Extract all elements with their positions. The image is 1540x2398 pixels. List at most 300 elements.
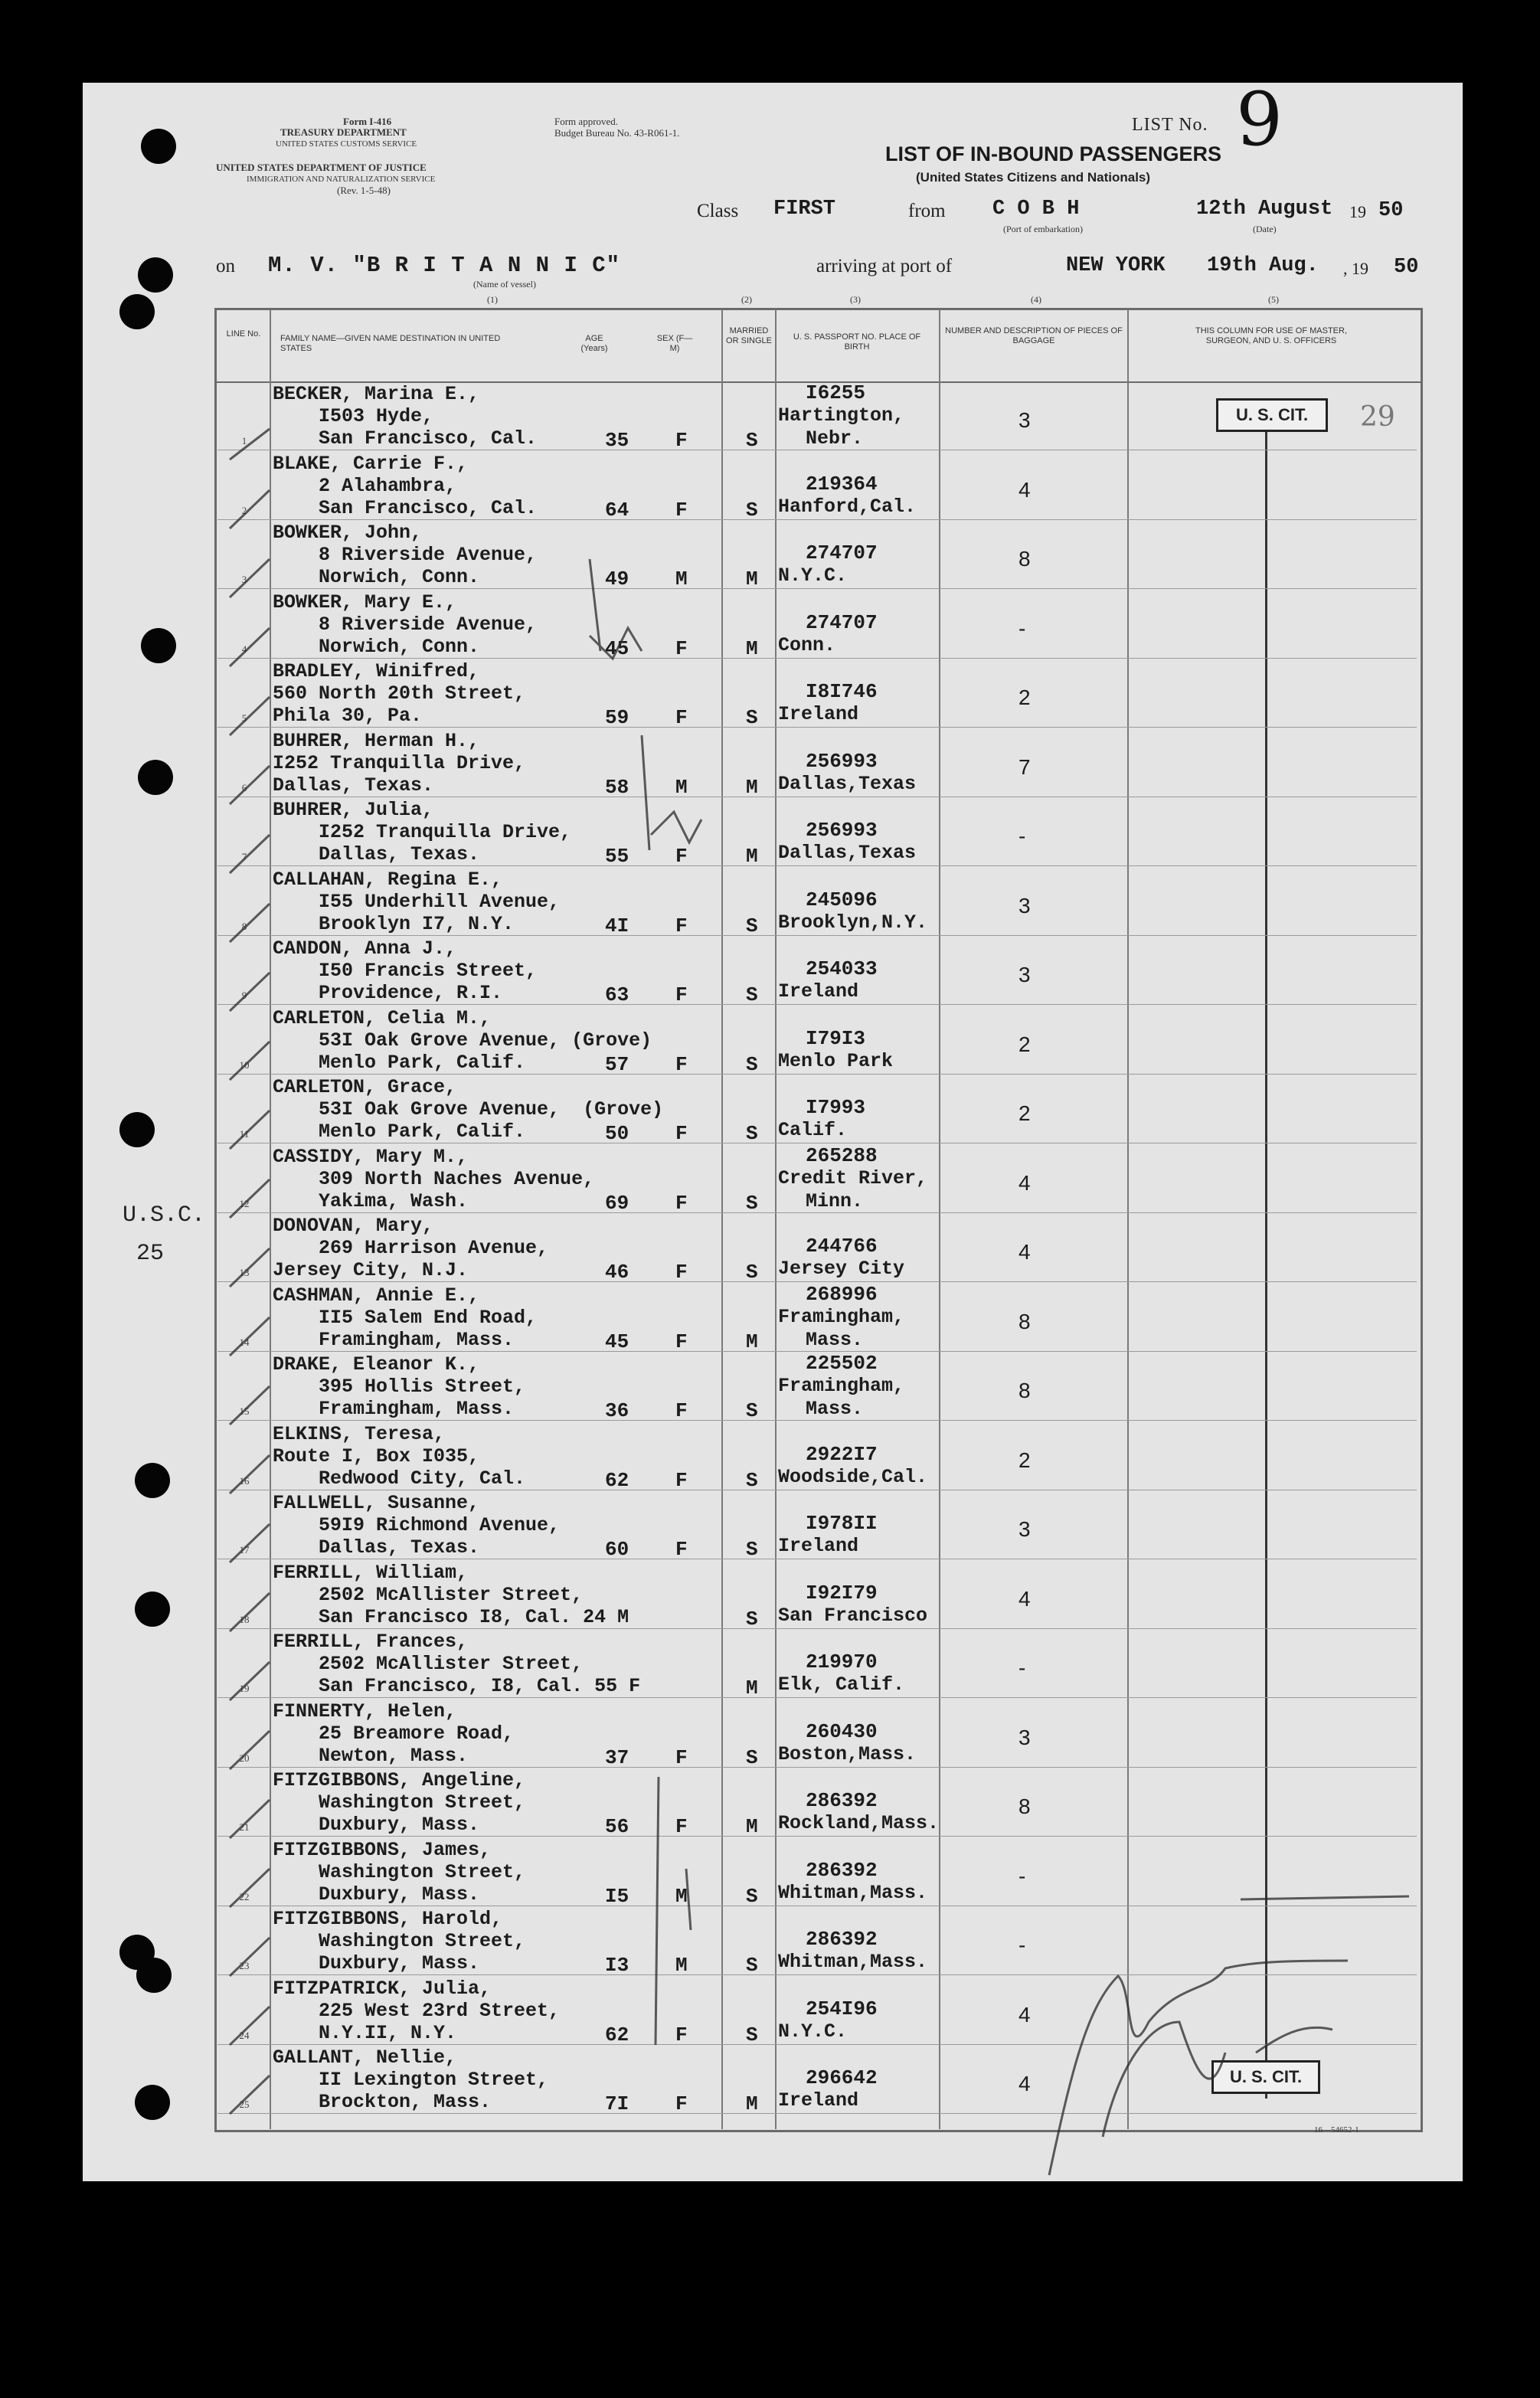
- table-row: [217, 1976, 1417, 2045]
- sex: F: [675, 2023, 688, 2046]
- binder-hole: [135, 1592, 170, 1627]
- year-value: 50: [1378, 199, 1404, 222]
- sex: M: [675, 1884, 688, 1908]
- address-line: Washington Street,: [273, 1930, 526, 1952]
- line-number: 4: [241, 643, 247, 655]
- vessel-name: M. V. "B R I T A N N I C": [268, 253, 621, 278]
- footer-code: 16—54652-1: [1314, 2125, 1359, 2135]
- table-row: [217, 1144, 1417, 1213]
- us-citizen-stamp-top: U. S. CIT.: [1216, 398, 1328, 432]
- marital-status: S: [746, 1538, 758, 1561]
- marital-status: S: [746, 983, 758, 1006]
- city-line: San Francisco, I8, Cal. 55 F: [273, 1675, 641, 1697]
- address-line: 25 Breamore Road,: [273, 1722, 515, 1745]
- address-line: I252 Tranquilla Drive,: [273, 751, 526, 774]
- list-no-label: LIST No.: [1132, 115, 1208, 135]
- page-title: LIST OF IN-BOUND PASSENGERS: [885, 142, 1222, 165]
- city-line: San Francisco, Cal.: [273, 427, 538, 450]
- city-line: Framingham, Mass.: [273, 1398, 515, 1420]
- budget-bureau: Budget Bureau No. 43-R061-1.: [554, 127, 680, 139]
- place-of-birth: Hartington,: [778, 404, 905, 427]
- line-number: 22: [239, 1890, 250, 1902]
- baggage-count: 8: [1018, 1309, 1031, 1333]
- place-of-birth: Brooklyn,N.Y.: [778, 911, 928, 934]
- line-number: 10: [239, 1058, 250, 1071]
- revision-date: (Rev. 1-5-48): [337, 185, 391, 196]
- passenger-name-address: [273, 1978, 560, 2044]
- address-line: II Lexington Street,: [273, 2069, 549, 2091]
- age: 49: [605, 568, 629, 591]
- baggage-count: 2: [1018, 685, 1031, 709]
- passport-number: 260430: [806, 1719, 878, 1743]
- address-line: 560 North 20th Street,: [273, 682, 526, 705]
- address-line: 2502 McAllister Street,: [273, 1583, 584, 1606]
- address-line: 225 West 23rd Street,: [273, 1999, 561, 2022]
- margin-note-25: 25: [136, 1241, 165, 1267]
- class-label: Class: [697, 201, 739, 221]
- line-number: 7: [241, 851, 247, 862]
- line-number: 19: [239, 1683, 250, 1694]
- age: 58: [605, 775, 629, 799]
- age: 63: [605, 983, 629, 1006]
- header-officers: THIS COLUMN FOR USE OF MASTER, SURGEON, AND U. S. OFFICERS: [1195, 326, 1347, 345]
- from-value: C O B H: [992, 198, 1080, 221]
- age: 7I: [605, 2092, 629, 2115]
- passenger-name: BLAKE, Carrie F.,: [273, 452, 469, 475]
- city-line: Dallas, Texas.: [273, 1536, 480, 1559]
- sex: F: [675, 1330, 688, 1353]
- page-count-29: 29: [1360, 401, 1395, 433]
- age: 45: [605, 1330, 629, 1353]
- place-of-birth: Jersey City: [778, 1258, 905, 1280]
- city-line: Brooklyn I7, N.Y.: [273, 912, 515, 935]
- passenger-name-address: [273, 1839, 525, 1906]
- passenger-name: DRAKE, Eleanor K.,: [273, 1353, 480, 1376]
- table-row: [217, 797, 1417, 866]
- list-no-value: 9: [1236, 77, 1283, 162]
- passenger-name: ELKINS, Teresa,: [273, 1422, 446, 1445]
- city-line: Redwood City, Cal.: [273, 1467, 526, 1490]
- passenger-name: GALLANT, Nellie,: [273, 2046, 457, 2069]
- binder-hole: [138, 760, 173, 795]
- passenger-name-address: [273, 1284, 537, 1351]
- passport-number: 268996: [806, 1282, 878, 1306]
- place-of-birth: N.Y.C.: [778, 564, 848, 587]
- place-of-birth: Credit River,: [778, 1166, 928, 1189]
- address-line: 53I Oak Grove Avenue, (Grove): [273, 1029, 652, 1052]
- binder-hole: [141, 129, 176, 164]
- marital-status: S: [746, 1122, 758, 1145]
- passenger-name: CARLETON, Celia M.,: [273, 1006, 492, 1029]
- table-row: [217, 1629, 1417, 1698]
- sex: F: [675, 1538, 688, 1561]
- table-row: [217, 1837, 1417, 1906]
- line-number: 5: [241, 712, 247, 724]
- marital-status: S: [746, 1399, 758, 1422]
- passport-number: 219364: [806, 472, 878, 496]
- place-of-birth: N.Y.C.: [778, 2020, 848, 2043]
- baggage-count: 7: [1018, 754, 1031, 779]
- justice-dept: UNITED STATES DEPARTMENT OF JUSTICE: [216, 162, 427, 173]
- sex: F: [675, 1815, 688, 1838]
- marital-status: S: [746, 1052, 758, 1076]
- passenger-name-address: [273, 2046, 548, 2113]
- binder-hole: [138, 257, 173, 293]
- passenger-name-address: [273, 591, 537, 658]
- sex: M: [675, 775, 688, 799]
- passenger-name-address: [273, 1492, 560, 1559]
- address-line: 8 Riverside Avenue,: [273, 544, 538, 566]
- table-row: [217, 936, 1417, 1005]
- sex: F: [675, 1468, 688, 1492]
- from-label: from: [908, 201, 946, 221]
- line-number: 13: [239, 1267, 250, 1278]
- passport-number: 2922I7: [806, 1442, 878, 1466]
- arrival-year-prefix: , 19: [1343, 259, 1368, 278]
- marital-status: M: [746, 845, 758, 868]
- passenger-name-address: [273, 660, 525, 727]
- passenger-name-address: [273, 1423, 525, 1490]
- address-line: Route I, Box I035,: [273, 1444, 480, 1467]
- sex: F: [675, 1261, 688, 1284]
- sex: F: [675, 914, 688, 937]
- passenger-name: BOWKER, Mary E.,: [273, 591, 457, 613]
- baggage-count: 8: [1018, 1794, 1031, 1818]
- baggage-count: 4: [1018, 1240, 1031, 1264]
- city-line: Brockton, Mass.: [273, 2091, 492, 2113]
- year-prefix: 19: [1349, 202, 1366, 221]
- address-line: 269 Harrison Avenue,: [273, 1237, 549, 1259]
- port-embarkation-note: (Port of embarkation): [1003, 224, 1083, 234]
- sex: F: [675, 706, 688, 729]
- marital-status: S: [746, 1468, 758, 1492]
- passenger-name: CASSIDY, Mary M.,: [273, 1145, 469, 1168]
- marital-status: S: [746, 498, 758, 522]
- passenger-name: CANDON, Anna J.,: [273, 937, 457, 960]
- line-number: 8: [241, 920, 247, 932]
- column-number-4: (4): [1031, 294, 1041, 305]
- place-of-birth: Dallas,Texas: [778, 842, 917, 864]
- baggage-count: 3: [1018, 1725, 1031, 1749]
- passenger-name: FITZPATRICK, Julia,: [273, 1977, 492, 2000]
- line-number: 9: [241, 990, 247, 1001]
- table-row: [217, 1560, 1417, 1629]
- place-of-birth: Boston,Mass.: [778, 1742, 917, 1765]
- sex: F: [675, 1122, 688, 1145]
- passport-number: 274707: [806, 610, 878, 634]
- table-row: [217, 1213, 1417, 1282]
- row-rule: [217, 2113, 1417, 2114]
- city-line: Dallas, Texas.: [273, 774, 434, 797]
- table-row: [217, 590, 1417, 659]
- passenger-name: CARLETON, Grace,: [273, 1076, 457, 1098]
- marital-status: S: [746, 1607, 758, 1631]
- address-line: I55 Underhill Avenue,: [273, 890, 561, 913]
- age: 69: [605, 1191, 629, 1215]
- baggage-count: -: [1018, 616, 1026, 640]
- table-row: [217, 1075, 1417, 1143]
- column-number-3: (3): [850, 294, 861, 305]
- marital-status: S: [746, 1745, 758, 1769]
- address-line: 309 North Naches Avenue,: [273, 1167, 595, 1190]
- marital-status: M: [746, 1677, 758, 1700]
- city-line: San Francisco, Cal.: [273, 496, 538, 519]
- class-value: FIRST: [773, 198, 836, 221]
- city-line: Jersey City, N.J.: [273, 1259, 469, 1281]
- treasury-dept: TREASURY DEPARTMENT: [280, 126, 407, 138]
- passport-number: 254I96: [806, 1997, 878, 2020]
- passenger-name: BUHRER, Herman H.,: [273, 729, 480, 752]
- city-line: Norwich, Conn.: [273, 635, 480, 658]
- marital-status: M: [746, 1815, 758, 1838]
- marital-status: S: [746, 1261, 758, 1284]
- passport-number: 296642: [806, 2066, 878, 2089]
- place-of-birth: Calif.: [778, 1119, 848, 1141]
- passport-number: 256993: [806, 749, 878, 773]
- passport-number: I978II: [806, 1512, 878, 1535]
- place-of-birth: Ireland: [778, 703, 859, 725]
- place-of-birth: Ireland: [778, 1535, 859, 1557]
- line-number: 21: [239, 1821, 250, 1833]
- sex: F: [675, 2092, 688, 2115]
- passport-number: I7993: [806, 1096, 866, 1119]
- baggage-count: 4: [1018, 1586, 1031, 1611]
- marital-status: M: [746, 775, 758, 799]
- passport-number: 274707: [806, 541, 878, 564]
- place-of-birth: Framingham,: [778, 1305, 905, 1328]
- passenger-name-address: [273, 1631, 640, 1697]
- binder-hole: [135, 2085, 170, 2120]
- passenger-name-address: [273, 937, 537, 1004]
- passport-number: 225502: [806, 1352, 878, 1375]
- form-approved: Form approved.: [554, 116, 619, 127]
- passenger-name: FALLWELL, Susanne,: [273, 1492, 480, 1514]
- passenger-name: FERRILL, William,: [273, 1561, 469, 1584]
- place-of-birth: Dallas,Texas: [778, 772, 917, 795]
- place-of-birth-2: Mass.: [806, 1328, 864, 1351]
- baggage-count: 2: [1018, 1032, 1031, 1056]
- city-line: Framingham, Mass.: [273, 1328, 515, 1351]
- passenger-name-address: [273, 1908, 525, 1974]
- city-line: San Francisco I8, Cal. 24 M: [273, 1605, 629, 1628]
- baggage-count: 8: [1018, 1379, 1031, 1402]
- age: I3: [605, 1954, 629, 1977]
- marital-status: S: [746, 1954, 758, 1977]
- place-of-birth-2: Minn.: [806, 1189, 864, 1212]
- passenger-name-address: [273, 453, 537, 519]
- header-baggage: NUMBER AND DESCRIPTION OF PIECES OF BAGGAGE: [945, 326, 1123, 345]
- customs-service: UNITED STATES CUSTOMS SERVICE: [276, 139, 417, 149]
- address-line: I50 Francis Street,: [273, 960, 538, 982]
- city-line: Menlo Park, Calif.: [273, 1051, 526, 1074]
- date-note: (Date): [1253, 224, 1277, 234]
- age: 56: [605, 1815, 629, 1838]
- sex: F: [675, 1052, 688, 1076]
- binder-hole: [119, 294, 155, 329]
- passport-number: I79I3: [806, 1026, 866, 1050]
- city-line: Norwich, Conn.: [273, 566, 480, 588]
- line-number: 14: [239, 1336, 250, 1348]
- passenger-name: BUHRER, Julia,: [273, 799, 434, 821]
- place-of-birth: Woodside,Cal.: [778, 1465, 928, 1488]
- binder-hole: [141, 628, 176, 663]
- passport-number: 245096: [806, 888, 878, 911]
- address-line: 8 Riverside Avenue,: [273, 613, 538, 636]
- baggage-count: 2: [1018, 1448, 1031, 1472]
- passport-number: 286392: [806, 1928, 878, 1951]
- table-row: [217, 1283, 1417, 1352]
- sex: F: [675, 498, 688, 522]
- passenger-name: FERRILL, Frances,: [273, 1631, 469, 1653]
- sex: F: [675, 636, 688, 660]
- place-of-birth: Rockland,Mass.: [778, 1812, 940, 1834]
- table-row: [217, 659, 1417, 728]
- form-number: Form I-416: [343, 116, 392, 127]
- city-line: Duxbury, Mass.: [273, 1952, 480, 1974]
- baggage-count: 3: [1018, 408, 1031, 432]
- baggage-count: 4: [1018, 477, 1031, 502]
- passenger-name-address: [273, 730, 525, 797]
- baggage-count: 4: [1018, 2072, 1031, 2095]
- marital-status: S: [746, 1191, 758, 1215]
- age: 60: [605, 1538, 629, 1561]
- passenger-name-address: [273, 1215, 548, 1281]
- passenger-name-address: [273, 1769, 525, 1836]
- arriving-label: arriving at port of: [816, 256, 953, 276]
- sex: F: [675, 1745, 688, 1769]
- place-of-birth: Elk, Calif.: [778, 1673, 905, 1696]
- passport-number: 265288: [806, 1143, 878, 1167]
- city-line: Duxbury, Mass.: [273, 1883, 480, 1906]
- marital-status: S: [746, 706, 758, 729]
- line-number: 24: [239, 2029, 250, 2041]
- baggage-count: 4: [1018, 2002, 1031, 2027]
- age: 4I: [605, 914, 629, 937]
- marital-status: S: [746, 914, 758, 937]
- passenger-name: FINNERTY, Helen,: [273, 1700, 457, 1722]
- table-row: [217, 867, 1417, 936]
- passenger-name: CALLAHAN, Regina E.,: [273, 868, 503, 891]
- header-passport: U. S. PASSPORT NO. PLACE OF BIRTH: [793, 332, 921, 352]
- passport-number: 286392: [806, 1789, 878, 1812]
- passenger-name-address: [273, 383, 537, 450]
- place-of-birth: Framingham,: [778, 1375, 905, 1397]
- table-row: [217, 520, 1417, 589]
- age: 59: [605, 706, 629, 729]
- passenger-name-address: [273, 1700, 514, 1767]
- passport-number: 286392: [806, 1858, 878, 1882]
- passenger-name-address: [273, 522, 537, 588]
- header-age: AGE (Years): [580, 334, 608, 353]
- age: 64: [605, 498, 629, 522]
- age: I5: [605, 1884, 629, 1908]
- vessel-note: (Name of vessel): [473, 279, 536, 290]
- passport-number: I92I79: [806, 1581, 878, 1605]
- passenger-name: BRADLEY, Winifred,: [273, 660, 480, 682]
- age: 55: [605, 845, 629, 868]
- place-of-birth: Whitman,Mass.: [778, 1881, 928, 1904]
- departure-date: 12th August: [1196, 198, 1333, 221]
- sex: F: [675, 845, 688, 868]
- address-line: 395 Hollis Street,: [273, 1376, 526, 1398]
- place-of-birth: Ireland: [778, 2089, 859, 2112]
- marital-status: M: [746, 1330, 758, 1353]
- city-line: Menlo Park, Calif.: [273, 1120, 526, 1143]
- line-number: 6: [241, 781, 247, 793]
- line-number: 16: [239, 1474, 250, 1487]
- baggage-count: -: [1018, 1656, 1026, 1680]
- table-row: [217, 728, 1417, 797]
- column-number-2: (2): [741, 294, 752, 305]
- sex: F: [675, 983, 688, 1006]
- passport-number: 254033: [806, 957, 878, 980]
- baggage-count: -: [1018, 1863, 1026, 1888]
- baggage-count: 2: [1018, 1101, 1031, 1125]
- place-of-birth: San Francisco: [778, 1604, 928, 1627]
- address-line: 2502 McAllister Street,: [273, 1653, 584, 1675]
- header-line-no: LINE No.: [226, 329, 261, 339]
- binder-hole: [136, 1958, 172, 1993]
- sex: M: [675, 568, 688, 591]
- line-number: 17: [239, 1544, 250, 1556]
- baggage-count: 3: [1018, 963, 1031, 986]
- passport-number: 244766: [806, 1235, 878, 1258]
- city-line: Providence, R.I.: [273, 982, 503, 1004]
- line-number: 20: [239, 1752, 250, 1764]
- address-line: I252 Tranquilla Drive,: [273, 821, 572, 843]
- line-number: 2: [241, 504, 247, 516]
- age: 57: [605, 1052, 629, 1076]
- line-number: 25: [239, 2099, 250, 2110]
- place-of-birth-2: Nebr.: [806, 427, 864, 450]
- passport-number: 256993: [806, 819, 878, 842]
- binder-hole: [135, 1463, 170, 1498]
- baggage-count: 8: [1018, 547, 1031, 571]
- passenger-name-address: [273, 1353, 525, 1420]
- address-line: Washington Street,: [273, 1860, 526, 1883]
- ins-service: IMMIGRATION AND NATURALIZATION SERVICE: [247, 175, 436, 184]
- marital-status: M: [746, 2092, 758, 2115]
- line-number: 12: [239, 1197, 250, 1209]
- sex: F: [675, 429, 688, 452]
- header-sex: SEX (F—M): [656, 334, 693, 353]
- table-row: [217, 1352, 1417, 1421]
- address-line: I503 Hyde,: [273, 405, 434, 427]
- baggage-count: -: [1018, 1933, 1026, 1957]
- sex: M: [675, 1954, 688, 1977]
- passenger-name-address: [273, 1007, 652, 1074]
- age: 46: [605, 1261, 629, 1284]
- page-subtitle: (United States Citizens and Nationals): [916, 170, 1151, 185]
- line-number: 15: [239, 1405, 250, 1417]
- arrival-date: 19th Aug.: [1207, 254, 1319, 277]
- us-citizen-stamp-bottom: U. S. CIT.: [1211, 2060, 1320, 2094]
- city-line: Dallas, Texas.: [273, 843, 480, 865]
- city-line: Newton, Mass.: [273, 1744, 469, 1767]
- passenger-name: FITZGIBBONS, Angeline,: [273, 1769, 526, 1791]
- marital-status: S: [746, 2023, 758, 2046]
- sex: F: [675, 1399, 688, 1422]
- place-of-birth-2: Mass.: [806, 1398, 864, 1420]
- marital-status: M: [746, 568, 758, 591]
- age: 50: [605, 1122, 629, 1145]
- on-label: on: [216, 256, 235, 276]
- address-line: 2 Alahambra,: [273, 474, 457, 497]
- baggage-count: 4: [1018, 1170, 1031, 1195]
- passenger-name-address: [273, 799, 571, 865]
- passenger-name: FITZGIBBONS, Harold,: [273, 1908, 503, 1930]
- header-married: MARRIED OR SINGLE: [726, 326, 772, 345]
